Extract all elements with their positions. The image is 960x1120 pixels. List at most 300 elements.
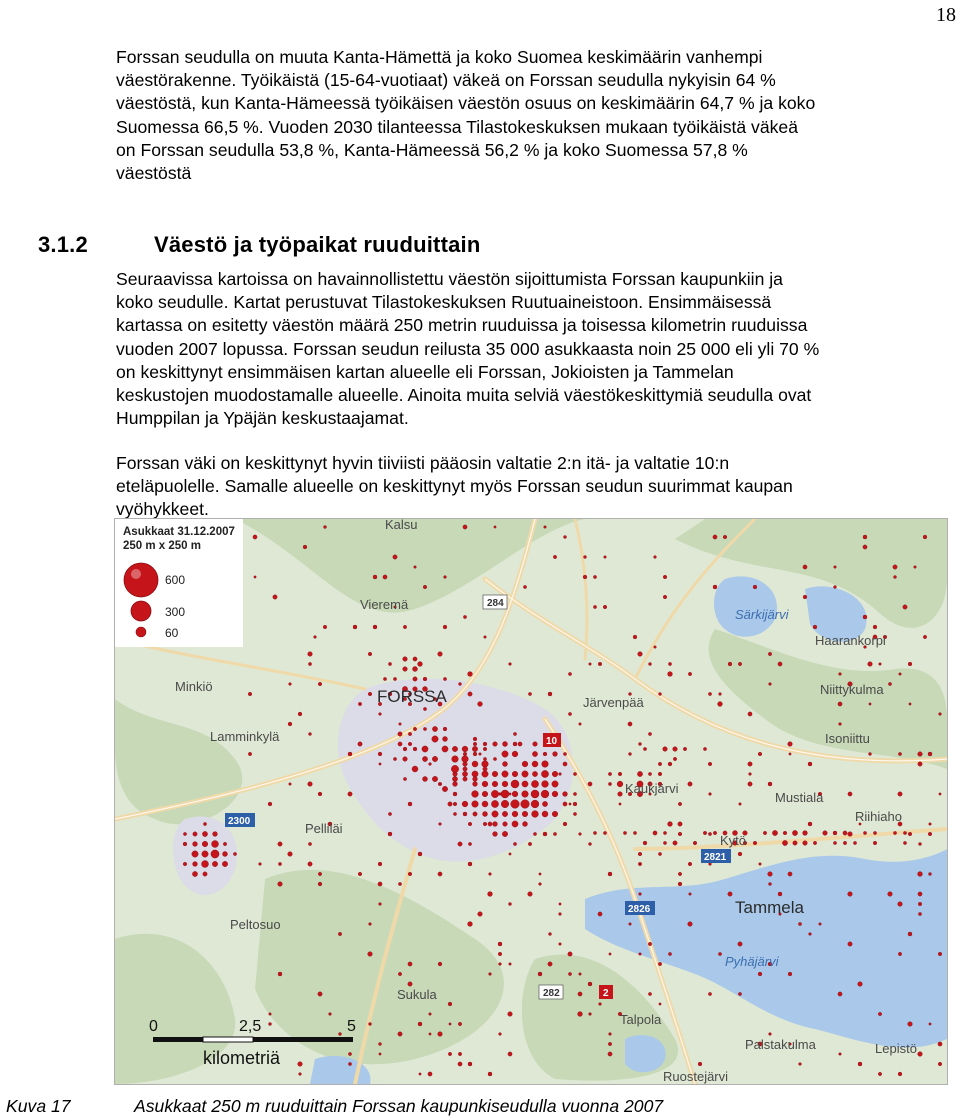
population-dot	[939, 713, 942, 716]
population-dot	[528, 842, 531, 845]
population-dot	[324, 526, 327, 529]
population-dot	[493, 832, 498, 837]
population-dot	[429, 1013, 432, 1016]
population-dot	[788, 872, 792, 876]
population-dot	[703, 747, 706, 750]
population-dot	[503, 742, 508, 747]
paragraph-line: väestörakenne. Työikäistä (15-64-vuotiaat) väkeä on Forssan seudulla nykyisin 64 %	[116, 70, 776, 91]
population-dot	[568, 952, 572, 956]
population-dot	[308, 842, 311, 845]
population-dot	[858, 1062, 862, 1066]
population-dot	[893, 831, 896, 834]
population-dot	[898, 952, 901, 955]
population-dot	[388, 812, 391, 815]
population-dot	[673, 747, 678, 752]
population-dot	[552, 771, 558, 777]
population-dot	[222, 861, 227, 866]
population-dot	[522, 791, 529, 798]
population-dot	[608, 1042, 611, 1045]
population-dot	[918, 1052, 923, 1057]
population-dot	[838, 992, 842, 996]
population-dot	[501, 790, 509, 798]
population-dot	[418, 852, 422, 856]
population-dot	[338, 932, 341, 935]
population-dot	[468, 692, 472, 696]
population-dot	[531, 800, 539, 808]
svg-text:282: 282	[543, 988, 560, 999]
population-dot	[463, 752, 467, 756]
population-dot	[503, 762, 508, 767]
population-dot	[568, 712, 571, 715]
population-dot	[593, 575, 596, 578]
population-dot	[368, 652, 372, 656]
population-dot	[413, 677, 417, 681]
population-dot	[599, 1003, 602, 1006]
population-dot	[649, 663, 652, 666]
population-dot	[223, 842, 226, 845]
population-dot	[348, 1052, 351, 1055]
population-dot	[269, 1013, 272, 1016]
population-dot	[531, 780, 538, 787]
population-dot	[522, 761, 528, 767]
place-label: Kytö	[720, 833, 747, 848]
population-dot	[353, 625, 357, 629]
population-dot	[489, 973, 492, 976]
population-dot	[423, 707, 426, 710]
legend-dot-large	[124, 563, 158, 597]
population-dot	[598, 912, 602, 916]
population-dot	[813, 841, 816, 844]
population-dot	[278, 882, 283, 887]
place-label: Särkijärvi	[735, 607, 789, 622]
population-dot	[908, 832, 912, 836]
population-dot	[759, 863, 762, 866]
population-dot	[778, 892, 782, 896]
population-dot	[598, 662, 602, 666]
population-dot	[918, 892, 922, 896]
population-dot	[448, 1052, 451, 1055]
population-dot	[531, 790, 539, 798]
population-dot	[839, 1053, 842, 1056]
population-dot	[298, 712, 302, 716]
population-dot	[903, 841, 906, 844]
place-label: Pyhäjärvi	[725, 954, 779, 969]
population-dot	[903, 831, 906, 834]
population-dot	[478, 912, 483, 917]
population-dot	[503, 822, 508, 827]
place-label: Riihiaho	[855, 809, 902, 824]
paragraph-line: keskustojen muodostamalle alueelle. Ainoita muita selviä väestökeskittymiä seudulla ovat	[116, 385, 812, 406]
population-dot	[803, 841, 808, 846]
population-dot	[718, 952, 721, 955]
population-dot	[532, 751, 537, 756]
population-dot	[511, 780, 519, 788]
population-dot	[512, 821, 518, 827]
population-dot	[473, 752, 477, 756]
population-dot	[899, 673, 902, 676]
page-number: 18	[936, 4, 956, 26]
population-dot	[588, 982, 592, 986]
population-dot	[578, 992, 582, 996]
legend-value: 600	[165, 573, 186, 587]
population-dot	[499, 1033, 502, 1036]
population-dot	[473, 737, 477, 741]
population-dot	[423, 777, 428, 782]
population-dot	[663, 841, 666, 844]
population-dot	[768, 872, 773, 877]
population-dot	[183, 862, 187, 866]
population-dot	[509, 903, 512, 906]
population-dot	[432, 726, 437, 731]
population-dot	[502, 831, 507, 836]
population-dot	[498, 942, 502, 946]
section-heading	[38, 232, 481, 258]
population-dot	[528, 892, 533, 897]
place-label: Peltosuo	[230, 917, 281, 932]
population-dot	[318, 682, 322, 686]
population-dot	[408, 962, 412, 966]
population-dot	[898, 902, 903, 907]
population-dot	[639, 893, 642, 896]
population-dot	[438, 962, 442, 966]
population-dot	[803, 831, 808, 836]
population-dot	[423, 677, 427, 681]
population-dot	[798, 922, 801, 925]
population-dot	[508, 1012, 513, 1017]
population-dot	[452, 746, 457, 751]
population-dot	[203, 872, 207, 876]
population-dot	[678, 802, 681, 805]
population-dot	[308, 662, 311, 665]
legend-value: 60	[165, 626, 179, 640]
population-dot	[472, 761, 478, 767]
population-dot	[463, 767, 467, 771]
population-dot	[559, 943, 562, 946]
body-paragraph	[116, 268, 916, 430]
population-dot	[513, 842, 516, 845]
population-dot	[938, 1042, 942, 1046]
population-dot	[848, 892, 853, 897]
population-dot	[848, 832, 853, 837]
population-dot	[923, 635, 926, 638]
population-dot	[358, 872, 362, 876]
population-dot	[483, 812, 488, 817]
population-dot	[378, 752, 382, 756]
population-dot	[541, 770, 548, 777]
svg-text:2821: 2821	[704, 852, 727, 863]
population-dot	[403, 625, 406, 628]
population-dot	[538, 972, 542, 976]
svg-text:10: 10	[546, 736, 558, 747]
paragraph-line: on keskittynyt ensimmäisen kartan alueelle eli Forssan, Jokioisten ja Tammelan	[116, 361, 734, 382]
population-dot	[788, 972, 792, 976]
population-dot	[833, 831, 837, 835]
population-dot	[393, 677, 396, 680]
population-dot	[398, 882, 401, 885]
population-dot	[758, 972, 762, 976]
population-dot	[648, 992, 651, 995]
population-dot	[909, 703, 911, 705]
population-dot	[928, 752, 932, 756]
population-dot	[472, 801, 479, 808]
population-dot	[668, 952, 671, 955]
population-dot	[769, 883, 772, 886]
population-dot	[782, 840, 787, 845]
population-dot	[588, 782, 592, 786]
population-dot	[494, 526, 496, 528]
population-dot	[713, 535, 717, 539]
population-dot	[468, 1062, 472, 1066]
place-label: Ruostejärvi	[663, 1069, 729, 1084]
population-dot	[629, 923, 632, 926]
population-map	[114, 518, 948, 1085]
population-dot	[478, 702, 483, 707]
population-dot	[502, 751, 508, 757]
place-label: Kaukjärvi	[625, 781, 679, 796]
population-dot	[398, 732, 402, 736]
population-dot	[383, 677, 386, 680]
population-dot	[593, 605, 596, 608]
population-dot	[878, 1072, 881, 1075]
population-dot	[193, 832, 197, 836]
caption-label: Kuva 17	[6, 1096, 71, 1116]
population-dot	[473, 742, 477, 746]
population-dot	[459, 683, 462, 686]
population-dot	[678, 832, 682, 836]
population-dot	[278, 862, 281, 865]
place-label: Lamminkylä	[210, 729, 280, 744]
population-dot	[522, 811, 528, 817]
population-dot	[438, 872, 442, 876]
population-dot	[668, 822, 673, 827]
population-dot	[608, 1052, 612, 1056]
population-dot	[379, 763, 381, 765]
road-shield	[225, 813, 255, 827]
paragraph-line: Humppilan ja Ypäjän keskustaajamat.	[116, 408, 409, 429]
population-dot	[914, 566, 917, 569]
population-dot	[438, 782, 442, 786]
population-dot	[472, 771, 478, 777]
population-dot	[843, 841, 846, 844]
population-dot	[908, 662, 912, 666]
population-dot	[489, 873, 492, 876]
population-dot	[918, 872, 923, 877]
population-dot	[544, 526, 547, 529]
population-dot	[358, 702, 361, 705]
population-dot	[548, 962, 552, 966]
population-dot	[493, 822, 498, 827]
population-dot	[418, 1022, 422, 1026]
population-dot	[512, 751, 518, 757]
population-dot	[803, 595, 807, 599]
population-dot	[512, 811, 518, 817]
population-dot	[429, 1033, 431, 1035]
population-dot	[253, 535, 257, 539]
population-dot	[898, 1072, 902, 1076]
population-dot	[688, 922, 693, 927]
population-dot	[468, 842, 471, 845]
population-dot	[583, 575, 587, 579]
population-dot	[568, 972, 571, 975]
population-dot	[753, 841, 757, 845]
place-label: Minkiö	[175, 679, 213, 694]
population-dot	[443, 677, 446, 680]
paragraph-line: väestöstä, kun Kanta-Hämeessä työikäisen väestön osuus on keskimäärin 64,7 % ja koko	[116, 93, 816, 114]
population-dot	[869, 753, 872, 756]
population-dot	[379, 713, 382, 716]
population-dot	[329, 1013, 332, 1016]
population-dot	[853, 841, 856, 844]
place-label: FORSSA	[377, 687, 447, 706]
place-label: Sukula	[397, 987, 437, 1002]
population-dot	[603, 831, 606, 834]
population-dot	[778, 662, 782, 666]
population-dot	[408, 742, 412, 746]
population-dot	[473, 812, 477, 816]
population-dot	[888, 682, 891, 685]
population-dot	[918, 752, 923, 757]
population-dot	[604, 556, 607, 559]
population-dot	[553, 752, 558, 757]
population-dot	[863, 545, 867, 549]
population-dot	[289, 683, 292, 686]
population-dot	[268, 802, 272, 806]
population-dot	[659, 1003, 661, 1005]
population-dot	[512, 771, 518, 777]
place-label: Palstakulma	[745, 1037, 816, 1052]
population-dot	[429, 763, 432, 766]
population-dot	[463, 812, 467, 816]
population-dot	[483, 757, 486, 760]
population-dot	[479, 753, 482, 756]
population-dot	[462, 801, 468, 807]
population-dot	[703, 831, 706, 834]
population-dot	[483, 767, 487, 771]
population-dot	[468, 672, 473, 677]
population-dot	[443, 727, 447, 731]
population-dot	[568, 672, 571, 675]
population-dot	[609, 1033, 612, 1036]
place-label: Niittykulma	[820, 682, 884, 697]
population-dot	[668, 672, 673, 677]
population-dot	[769, 1033, 772, 1036]
population-dot	[738, 992, 741, 995]
figure-caption	[0, 1096, 960, 1118]
body-paragraph	[116, 452, 916, 522]
population-dot	[608, 782, 611, 785]
population-dot	[202, 831, 207, 836]
population-dot	[458, 1062, 462, 1066]
population-dot	[522, 781, 528, 787]
population-dot	[873, 831, 876, 834]
population-dot	[521, 800, 530, 809]
population-dot	[512, 791, 518, 797]
population-dot	[492, 811, 498, 817]
population-dot	[573, 802, 577, 806]
population-dot	[869, 703, 871, 705]
road-shield	[543, 733, 561, 747]
population-dot	[918, 912, 921, 915]
population-dot	[399, 723, 402, 726]
population-dot	[658, 852, 661, 855]
population-dot	[542, 801, 547, 806]
population-dot	[403, 747, 407, 751]
population-dot	[928, 832, 932, 836]
population-dot	[579, 833, 582, 836]
population-dot	[439, 823, 442, 826]
population-dot	[654, 646, 657, 649]
population-dot	[749, 773, 752, 776]
population-dot	[223, 852, 228, 857]
population-dot	[473, 782, 478, 787]
population-dot	[553, 555, 556, 558]
intro-paragraph	[116, 46, 916, 185]
population-dot	[403, 757, 408, 762]
population-dot	[542, 811, 548, 817]
population-dot	[452, 776, 457, 781]
population-dot	[898, 752, 901, 755]
population-dot	[388, 832, 392, 836]
population-dot	[403, 667, 408, 672]
population-dot	[839, 723, 842, 726]
scale-tick-label: 0	[149, 1018, 158, 1035]
paragraph-line: koko seudulle. Kartat perustuvat Tilastokeskuksen Ruutuaineistoon. Ensimmäisessä	[116, 292, 772, 313]
population-dot	[908, 932, 912, 936]
population-dot	[648, 942, 651, 945]
population-dot	[919, 843, 922, 846]
population-dot	[438, 652, 443, 657]
population-dot	[483, 747, 487, 751]
population-dot	[688, 782, 692, 786]
population-dot	[868, 662, 873, 667]
population-dot	[532, 771, 537, 776]
population-dot	[608, 772, 611, 775]
population-dot	[533, 742, 538, 747]
place-label: Vieremä	[360, 597, 409, 612]
population-dot	[289, 783, 292, 786]
population-dot	[442, 746, 448, 752]
place-label: Lepistö	[875, 1041, 917, 1056]
population-dot	[648, 772, 651, 775]
population-dot	[453, 802, 457, 806]
population-dot	[799, 1063, 802, 1066]
population-dot	[738, 662, 741, 665]
population-dot	[673, 757, 676, 760]
population-dot	[468, 862, 472, 866]
population-dot	[539, 883, 542, 886]
population-dot	[589, 1013, 592, 1016]
population-dot	[413, 747, 417, 751]
population-dot	[483, 822, 487, 826]
population-dot	[678, 882, 682, 886]
population-dot	[618, 772, 622, 776]
population-dot	[379, 1043, 382, 1046]
population-dot	[348, 1062, 351, 1065]
legend-subtitle: 250 m x 250 m	[123, 540, 202, 552]
population-dot	[579, 973, 582, 976]
paragraph-line: väestöstä	[116, 163, 192, 184]
population-dot	[408, 982, 412, 986]
population-dot	[398, 972, 401, 975]
population-dot	[202, 851, 208, 857]
population-dot	[789, 753, 791, 755]
paragraph-line: Forssan väki on keskittynyt hyvin tiiviisti pääosin valtatie 2:n itä- ja valtatie 10:n	[116, 453, 730, 473]
population-dot	[658, 772, 662, 776]
population-dot	[492, 771, 498, 777]
population-dot	[393, 555, 397, 559]
population-dot	[843, 831, 847, 835]
population-dot	[398, 1032, 402, 1036]
